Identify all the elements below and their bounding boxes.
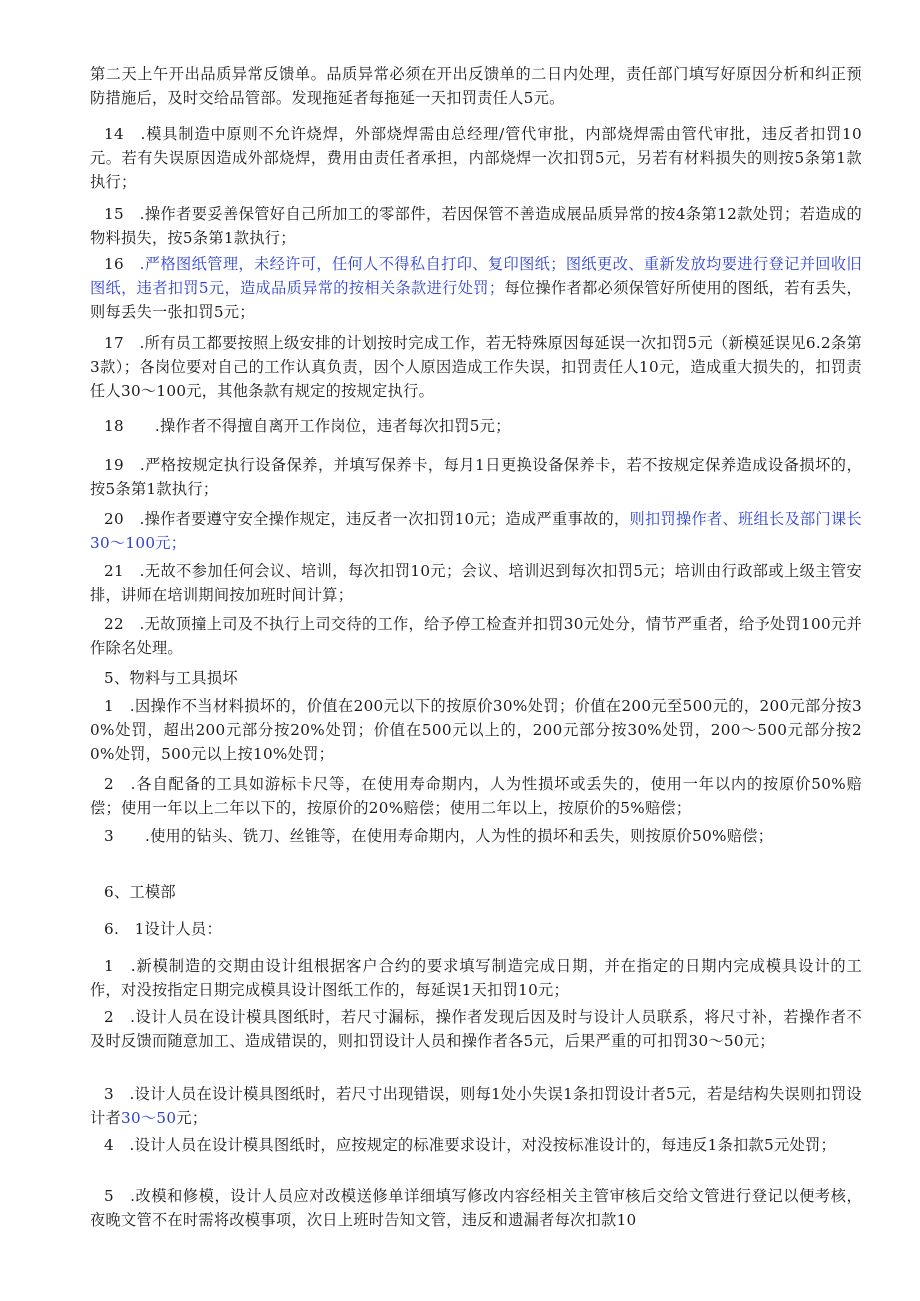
clause-21-meetings-training xyxy=(90,559,862,607)
clause-22-insubordination xyxy=(90,612,862,660)
clause-18-leaving-post xyxy=(90,414,862,438)
text-segment: 1 .因操作不当材料损坏的，价值在200元以下的按原价30%处罚；价值在200元至500元的，200元部分按30%处罚，超出200元部分按20%处罚；价值在500元以上的，200元部分按30%处罚，200～500元部分按20%处罚，500元以上按10%处罚； xyxy=(90,697,862,763)
text-segment: 20 .操作者要遵守安全操作规定，违反者一次扣罚10元；造成严重事故的， xyxy=(104,510,630,528)
section-6-1-heading xyxy=(90,917,862,941)
text-segment: 18 .操作者不得擅自离开工作岗位，违者每次扣罚5元； xyxy=(104,417,511,435)
paragraph-quality-feedback xyxy=(90,62,862,110)
text-segment: 6、工模部 xyxy=(104,883,176,901)
text-segment: 21 .无故不参加任何会议、培训，每次扣罚10元；会议、培训迟到每次扣罚5元；培训由行政部或上级主管安排，讲师在培训期间按加班时间计算； xyxy=(90,562,862,604)
clause-19-equipment-maintenance xyxy=(90,453,862,501)
clause-17-schedule xyxy=(90,331,862,403)
text-segment: 3 .使用的钻头、铣刀、丝锥等，在使用寿命期内，人为性的损坏和丢失，则按原价50%赔偿； xyxy=(104,827,774,845)
section-5-heading xyxy=(90,666,862,690)
text-segment: 19 .严格按规定执行设备保养，并填写保养卡，每月1日更换设备保养卡，若不按规定保养造成设备损坏的，按5条第1款执行； xyxy=(90,456,862,498)
text-segment: 1 .新模制造的交期由设计组根据客户合约的要求填写制造完成日期，并在指定的日期内完成模具设计的工作，对没按指定日期完成模具设计图纸工作的，每延误1天扣罚10元； xyxy=(90,957,862,999)
section-5-item-1-material-damage xyxy=(90,694,862,766)
text-segment: 第二天上午开出品质异常反馈单。品质异常必须在开出反馈单的二日内处理，责任部门填写好原因分析和纠正预防措施后，及时交给品管部。发现拖延者每拖延一天扣罚责任人5元。 xyxy=(90,65,862,107)
highlighted-text-segment: .严格图纸管理，未经许可，任何人不得私自打印、复印图纸；图纸更改、重新发放均要进行登记并回收旧图纸，违者扣罚5元，造成品质异常的按相关条款进行处罚； xyxy=(90,255,862,297)
clause-16-drawing-management xyxy=(90,252,862,324)
text-segment: 16 xyxy=(104,255,140,273)
section-6-1-item-3-dimension-errors xyxy=(90,1082,862,1130)
clause-15-parts-storage xyxy=(90,202,862,250)
text-segment: 元； xyxy=(176,1109,208,1127)
section-6-heading xyxy=(90,880,862,904)
highlighted-text-segment: 30～50 xyxy=(120,1109,177,1127)
text-segment: 15 .操作者要妥善保管好自己所加工的零部件，若因保管不善造成展品质异常的按4条第12款处罚；若造成的物料损失，按5条第1款执行； xyxy=(90,205,862,247)
text-segment: 17 .所有员工都要按照上级安排的计划按时完成工作，若无特殊原因每延误一次扣罚5元（新模延误见6.2条第3款）；各岗位要对自己的工作认真负责，因个人原因造成工作失误，扣罚责任人10元，造成重大损失的，扣罚责任人30～100元，其他条款有规定的按规定执行。 xyxy=(90,334,862,400)
text-segment: 22 .无故顶撞上司及不执行上司交待的工作，给予停工检查并扣罚30元处分，情节严重者，给予处罚100元并作除名处理。 xyxy=(90,615,862,657)
text-segment: 14 .模具制造中原则不允许烧焊，外部烧焊需由总经理/管代审批，内部烧焊需由管代审批，违反者扣罚10元。若有失误原因造成外部烧焊，费用由责任者承担，内部烧焊一次扣罚5元，另若有材料损失的则按5条第1款执行； xyxy=(90,125,862,191)
text-segment: 每位操作者都必须保管好所使用的图纸，若有丢失，则每丢失一张扣罚5元； xyxy=(90,279,862,321)
text-segment: 5 .改模和修模，设计人员应对改模送修单详细填写修改内容经相关主管审核后交给文管进行登记以便考核，夜晚文管不在时需将改模事项，次日上班时告知文管，违反和遗漏者每次扣款10 xyxy=(90,1187,862,1229)
highlighted-text-segment: 则扣罚操作者、班组长及部门课长30～100元； xyxy=(90,510,863,552)
text-segment: 6. 1设计人员： xyxy=(104,920,222,938)
section-5-item-3-cutting-tools xyxy=(90,824,862,848)
section-6-1-item-2-missing-dimensions xyxy=(90,1005,862,1053)
text-segment: 3 .设计人员在设计模具图纸时，若尺寸出现错误，则每1处小失误1条扣罚设计者5元，若是结构失误则扣罚设计者 xyxy=(90,1085,862,1127)
clause-14-welding xyxy=(90,122,862,194)
section-6-1-item-5-mold-modification xyxy=(90,1184,862,1232)
clause-20-safety xyxy=(90,507,862,555)
text-segment: 5、物料与工具损坏 xyxy=(104,669,238,687)
text-segment: 2 .各自配备的工具如游标卡尺等，在使用寿命期内，人为性损坏或丢失的，使用一年以内的按原价50%赔偿；使用一年以上二年以下的，按原价的20%赔偿；使用二年以上，按原价的5%赔偿； xyxy=(90,775,862,817)
section-5-item-2-tool-loss xyxy=(90,772,862,820)
text-segment: 2 .设计人员在设计模具图纸时，若尺寸漏标，操作者发现后因及时与设计人员联系，将尺寸补，若操作者不及时反馈而随意加工、造成错误的，则扣罚设计人员和操作者各5元，后果严重的可扣罚30～50元； xyxy=(90,1008,862,1050)
section-6-1-item-4-design-standards xyxy=(90,1133,862,1157)
text-segment: 4 .设计人员在设计模具图纸时，应按规定的标准要求设计，对没按标准设计的，每违反1条扣款5元处罚； xyxy=(104,1136,836,1154)
section-6-1-item-1-design-deadline xyxy=(90,954,862,1002)
